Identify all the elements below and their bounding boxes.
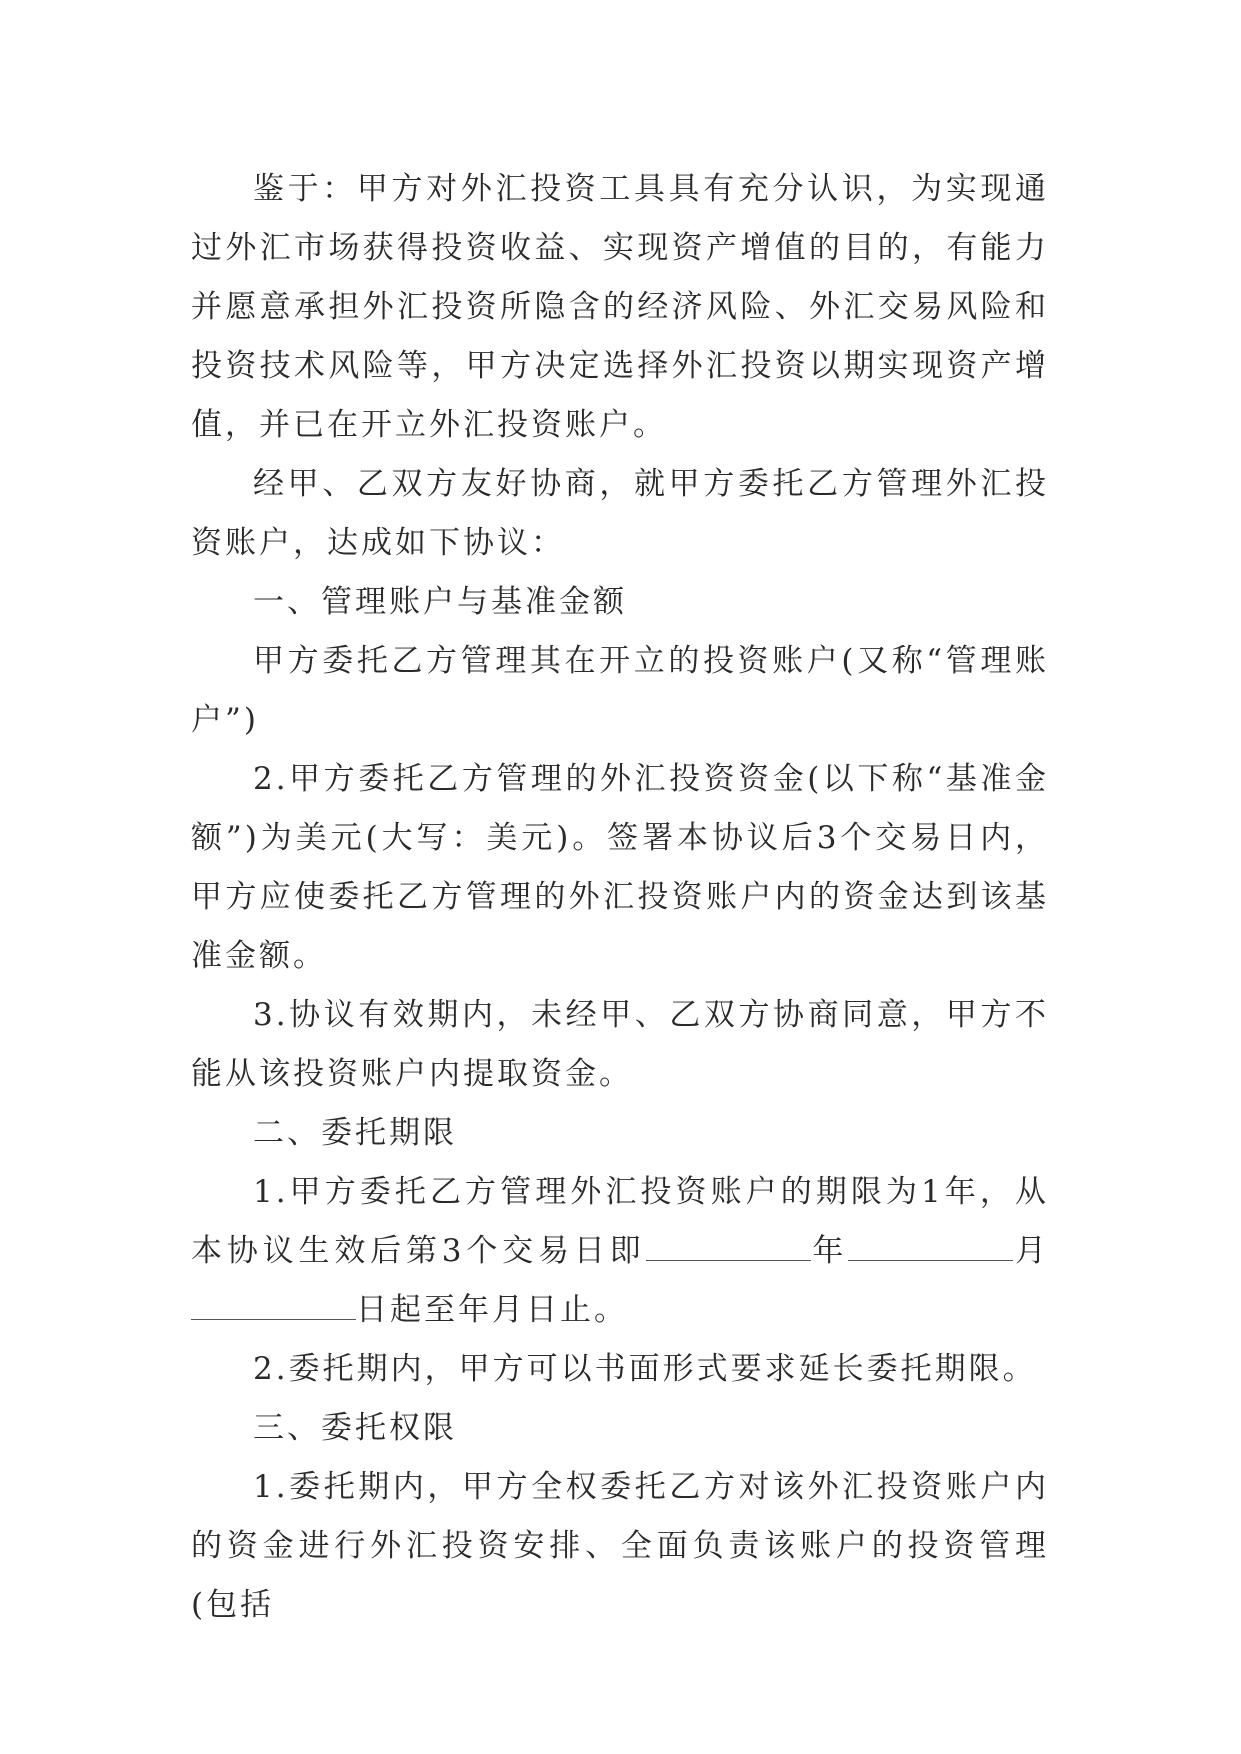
- blank-month-field[interactable]: [848, 1232, 1013, 1261]
- paragraph-term: [191, 1163, 1049, 1340]
- paragraph-authority: 1.委托期内，甲方全权委托乙方对该外汇投资账户内的资金进行外汇投资安排、全面负责该账户的投资管理(包括: [191, 1469, 1049, 1623]
- term-text-month: 月: [1013, 1233, 1050, 1269]
- paragraph-managed-account: 甲方委托乙方管理其在开立的投资账户(又称“管理账户”): [191, 643, 1049, 738]
- paragraph-withdrawal: 3.协议有效期内，未经甲、乙双方协商同意，甲方不能从该投资账户内提取资金。: [191, 997, 1049, 1092]
- paragraph-preamble: 鉴于：甲方对外汇投资工具具有充分认识，为实现通过外汇市场获得投资收益、实现资产增值的目的，有能力并愿意承担外汇投资所隐含的经济风险、外汇交易风险和投资技术风险等，甲方决定选择外汇投资以期实现资产增值，并已在开立外汇投资账户。: [191, 171, 1049, 443]
- paragraph-agreement-intro: 经甲、乙双方友好协商，就甲方委托乙方管理外汇投资账户，达成如下协议：: [191, 466, 1049, 561]
- paragraph-extension: 2.委托期内，甲方可以书面形式要求延长委托期限。: [253, 1351, 1037, 1387]
- blank-day-field[interactable]: [191, 1291, 356, 1320]
- paragraph-base-amount: 2.甲方委托乙方管理的外汇投资资金(以下称“基准金额”)为美元(大写：美元)。签署本协议后3个交易日内，甲方应使委托乙方管理的外汇投资账户内的资金达到该基准金额。: [191, 761, 1049, 974]
- blank-year-field[interactable]: [646, 1232, 811, 1261]
- section-heading-1: 一、管理账户与基准金额: [253, 584, 627, 620]
- section-heading-2: 二、委托期限: [253, 1115, 457, 1151]
- document-body: [191, 160, 1049, 1635]
- term-text-year: 年: [810, 1233, 849, 1269]
- term-text-end: 日起至年月日止。: [356, 1292, 628, 1328]
- term-text-start: 1.甲方委托乙方管理外汇投资账户的期限为1年，从本协议生效后第3个交易日即: [191, 1174, 1049, 1269]
- section-heading-3: 三、委托权限: [253, 1410, 457, 1446]
